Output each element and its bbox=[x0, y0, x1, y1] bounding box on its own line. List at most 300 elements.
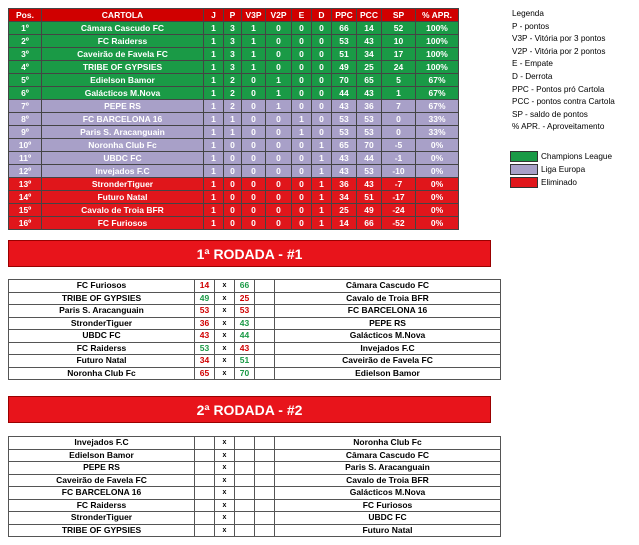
stat-ppc: 43 bbox=[332, 165, 357, 178]
stat-v2p: 0 bbox=[266, 152, 292, 165]
stat-e: 0 bbox=[292, 35, 312, 48]
versus-separator: x bbox=[215, 280, 235, 293]
stat-j: 1 bbox=[204, 139, 224, 152]
versus-separator: x bbox=[215, 292, 235, 305]
team-name: Galácticos M.Nova bbox=[42, 87, 204, 100]
stat-ppc: 34 bbox=[332, 191, 357, 204]
stat-p: 3 bbox=[224, 48, 242, 61]
header-cell: J bbox=[204, 9, 224, 22]
stat-ppc: 49 bbox=[332, 61, 357, 74]
stat-j: 1 bbox=[204, 74, 224, 87]
stat-v2p: 0 bbox=[266, 126, 292, 139]
away-team: PEPE RS bbox=[275, 317, 501, 330]
stat-pcc: 36 bbox=[357, 100, 382, 113]
stat-e: 0 bbox=[292, 165, 312, 178]
stat-ppc: 65 bbox=[332, 139, 357, 152]
home-score bbox=[195, 437, 215, 450]
stat-v3p: 0 bbox=[242, 113, 266, 126]
spacer-cell bbox=[255, 437, 275, 450]
stat-v2p: 0 bbox=[266, 204, 292, 217]
home-score: 53 bbox=[195, 342, 215, 355]
stat-pcc: 53 bbox=[357, 126, 382, 139]
away-team: Câmara Cascudo FC bbox=[275, 280, 501, 293]
stat-e: 0 bbox=[292, 217, 312, 230]
home-team: Futuro Natal bbox=[9, 355, 195, 368]
stat-v3p: 0 bbox=[242, 165, 266, 178]
spacer-cell bbox=[255, 474, 275, 487]
home-team: Caveirão de Favela FC bbox=[9, 474, 195, 487]
standings-row bbox=[9, 35, 459, 48]
stat-d: 1 bbox=[312, 152, 332, 165]
home-team: TRIBE OF GYPSIES bbox=[9, 524, 195, 537]
zone-label: Champions League bbox=[541, 151, 613, 161]
stat-apr: 0% bbox=[416, 139, 459, 152]
away-team: Galácticos M.Nova bbox=[275, 330, 501, 343]
stat-sp: 10 bbox=[382, 35, 416, 48]
round-2-banner: 2ª RODADA - #2 bbox=[8, 396, 491, 423]
versus-separator: x bbox=[215, 437, 235, 450]
away-team: Edielson Bamor bbox=[275, 367, 501, 380]
away-score: 66 bbox=[235, 280, 255, 293]
stat-j: 1 bbox=[204, 178, 224, 191]
away-team: Cavalo de Troia BFR bbox=[275, 474, 501, 487]
header-cell: V3P bbox=[242, 9, 266, 22]
standings-table bbox=[8, 8, 459, 230]
spacer-cell bbox=[255, 462, 275, 475]
stat-ppc: 53 bbox=[332, 126, 357, 139]
stat-apr: 67% bbox=[416, 100, 459, 113]
stat-v2p: 0 bbox=[266, 48, 292, 61]
stat-sp: 17 bbox=[382, 48, 416, 61]
stat-apr: 0% bbox=[416, 217, 459, 230]
match-row bbox=[9, 462, 501, 475]
stat-pcc: 34 bbox=[357, 48, 382, 61]
stat-sp: -5 bbox=[382, 139, 416, 152]
spacer-cell bbox=[255, 317, 275, 330]
team-name: FC BARCELONA 16 bbox=[42, 113, 204, 126]
team-name: StronderTiguer bbox=[42, 178, 204, 191]
home-score bbox=[195, 449, 215, 462]
stat-apr: 100% bbox=[416, 35, 459, 48]
stat-v2p: 0 bbox=[266, 35, 292, 48]
stat-v3p: 0 bbox=[242, 217, 266, 230]
versus-separator: x bbox=[215, 355, 235, 368]
header-cell: V2P bbox=[266, 9, 292, 22]
header-cell: P bbox=[224, 9, 242, 22]
home-score bbox=[195, 474, 215, 487]
team-name: Paris S. Aracanguain bbox=[42, 126, 204, 139]
round-1-banner: 1ª RODADA - #1 bbox=[8, 240, 491, 267]
stat-sp: 24 bbox=[382, 61, 416, 74]
stat-pos: 9º bbox=[9, 126, 42, 139]
home-team: FC Raiderss bbox=[9, 499, 195, 512]
home-score: 36 bbox=[195, 317, 215, 330]
match-row bbox=[9, 512, 501, 525]
stat-pos: 8º bbox=[9, 113, 42, 126]
stat-v3p: 0 bbox=[242, 152, 266, 165]
stat-apr: 33% bbox=[416, 126, 459, 139]
home-team: FC Raiderss bbox=[9, 342, 195, 355]
stat-d: 0 bbox=[312, 74, 332, 87]
legend-item: V3P - Vitória por 3 pontos bbox=[512, 34, 606, 44]
versus-separator: x bbox=[215, 305, 235, 318]
stat-j: 1 bbox=[204, 87, 224, 100]
stat-d: 1 bbox=[312, 204, 332, 217]
spacer-cell bbox=[255, 330, 275, 343]
match-row bbox=[9, 437, 501, 450]
home-score: 14 bbox=[195, 280, 215, 293]
standings-row bbox=[9, 22, 459, 35]
standings-row bbox=[9, 48, 459, 61]
stat-ppc: 25 bbox=[332, 204, 357, 217]
stat-p: 0 bbox=[224, 191, 242, 204]
match-row bbox=[9, 367, 501, 380]
home-team: Paris S. Aracanguain bbox=[9, 305, 195, 318]
standings-row bbox=[9, 87, 459, 100]
match-row bbox=[9, 280, 501, 293]
standings-row bbox=[9, 126, 459, 139]
stat-e: 0 bbox=[292, 100, 312, 113]
team-name: Noronha Club Fc bbox=[42, 139, 204, 152]
home-team: UBDC FC bbox=[9, 330, 195, 343]
stat-d: 0 bbox=[312, 87, 332, 100]
standings-row bbox=[9, 61, 459, 74]
stat-pos: 7º bbox=[9, 100, 42, 113]
stat-v3p: 0 bbox=[242, 204, 266, 217]
stat-v2p: 0 bbox=[266, 113, 292, 126]
away-score bbox=[235, 512, 255, 525]
stat-j: 1 bbox=[204, 22, 224, 35]
versus-separator: x bbox=[215, 317, 235, 330]
away-score: 43 bbox=[235, 317, 255, 330]
home-team: Invejados F.C bbox=[9, 437, 195, 450]
away-team: Noronha Club Fc bbox=[275, 437, 501, 450]
spacer-cell bbox=[255, 499, 275, 512]
home-team: Noronha Club Fc bbox=[9, 367, 195, 380]
stat-pcc: 25 bbox=[357, 61, 382, 74]
stat-pos: 10º bbox=[9, 139, 42, 152]
versus-separator: x bbox=[215, 474, 235, 487]
away-team: Cavalo de Troia BFR bbox=[275, 292, 501, 305]
stat-j: 1 bbox=[204, 113, 224, 126]
away-score bbox=[235, 474, 255, 487]
stat-ppc: 43 bbox=[332, 152, 357, 165]
stat-pcc: 43 bbox=[357, 178, 382, 191]
home-score bbox=[195, 512, 215, 525]
match-row bbox=[9, 317, 501, 330]
standings-row bbox=[9, 139, 459, 152]
home-team: FC Furiosos bbox=[9, 280, 195, 293]
team-name: UBDC FC bbox=[42, 152, 204, 165]
away-team: Paris S. Aracanguain bbox=[275, 462, 501, 475]
stat-p: 0 bbox=[224, 217, 242, 230]
team-name: PEPE RS bbox=[42, 100, 204, 113]
stat-d: 0 bbox=[312, 61, 332, 74]
stat-ppc: 43 bbox=[332, 100, 357, 113]
zone-label: Eliminado bbox=[541, 177, 577, 187]
zone-swatch bbox=[510, 151, 538, 162]
legend-item: % APR. - Aproveitamento bbox=[512, 122, 605, 132]
away-score: 70 bbox=[235, 367, 255, 380]
header-cell: PPC bbox=[332, 9, 357, 22]
spacer-cell bbox=[255, 512, 275, 525]
stat-p: 0 bbox=[224, 165, 242, 178]
home-score: 43 bbox=[195, 330, 215, 343]
away-score: 44 bbox=[235, 330, 255, 343]
header-cell: D bbox=[312, 9, 332, 22]
zone-legend-row bbox=[510, 176, 577, 188]
away-score bbox=[235, 449, 255, 462]
stat-sp: 52 bbox=[382, 22, 416, 35]
spacer-cell bbox=[255, 449, 275, 462]
stat-sp: -17 bbox=[382, 191, 416, 204]
stat-sp: 0 bbox=[382, 113, 416, 126]
stat-j: 1 bbox=[204, 35, 224, 48]
stat-ppc: 44 bbox=[332, 87, 357, 100]
team-name: Caveirão de Favela FC bbox=[42, 48, 204, 61]
stat-sp: -7 bbox=[382, 178, 416, 191]
stat-pos: 4º bbox=[9, 61, 42, 74]
standings-row bbox=[9, 178, 459, 191]
stat-sp: -1 bbox=[382, 152, 416, 165]
match-row bbox=[9, 474, 501, 487]
stat-pcc: 14 bbox=[357, 22, 382, 35]
home-score: 49 bbox=[195, 292, 215, 305]
spacer-cell bbox=[255, 355, 275, 368]
home-team: StronderTiguer bbox=[9, 512, 195, 525]
stat-p: 0 bbox=[224, 152, 242, 165]
stat-pcc: 44 bbox=[357, 152, 382, 165]
stat-j: 1 bbox=[204, 100, 224, 113]
standings-row bbox=[9, 113, 459, 126]
legend-item: E - Empate bbox=[512, 59, 553, 69]
stat-sp: 7 bbox=[382, 100, 416, 113]
stat-v2p: 0 bbox=[266, 191, 292, 204]
stat-sp: -10 bbox=[382, 165, 416, 178]
versus-separator: x bbox=[215, 524, 235, 537]
legend-item: V2P - Vitória por 2 pontos bbox=[512, 46, 606, 56]
away-team: FC BARCELONA 16 bbox=[275, 305, 501, 318]
away-team: Invejados F.C bbox=[275, 342, 501, 355]
header-cell: PCC bbox=[357, 9, 382, 22]
stat-j: 1 bbox=[204, 61, 224, 74]
stat-p: 2 bbox=[224, 100, 242, 113]
stat-pos: 11º bbox=[9, 152, 42, 165]
stat-d: 1 bbox=[312, 165, 332, 178]
stat-pcc: 43 bbox=[357, 87, 382, 100]
header-cell: % APR. bbox=[416, 9, 459, 22]
zone-label: Liga Europa bbox=[541, 164, 586, 174]
header-cell: SP bbox=[382, 9, 416, 22]
spacer-cell bbox=[255, 292, 275, 305]
versus-separator: x bbox=[215, 462, 235, 475]
team-name: Invejados F.C bbox=[42, 165, 204, 178]
stat-ppc: 53 bbox=[332, 113, 357, 126]
stat-v2p: 0 bbox=[266, 178, 292, 191]
stat-p: 3 bbox=[224, 22, 242, 35]
home-team: FC BARCELONA 16 bbox=[9, 487, 195, 500]
standings-row bbox=[9, 152, 459, 165]
stat-sp: -24 bbox=[382, 204, 416, 217]
stat-v3p: 1 bbox=[242, 35, 266, 48]
legend-item: SP - saldo de pontos bbox=[512, 109, 588, 119]
stat-v2p: 1 bbox=[266, 74, 292, 87]
home-score bbox=[195, 462, 215, 475]
stat-v3p: 1 bbox=[242, 22, 266, 35]
team-name: TRIBE OF GYPSIES bbox=[42, 61, 204, 74]
stat-p: 3 bbox=[224, 61, 242, 74]
stat-pos: 3º bbox=[9, 48, 42, 61]
stat-j: 1 bbox=[204, 152, 224, 165]
stat-d: 0 bbox=[312, 113, 332, 126]
away-score bbox=[235, 437, 255, 450]
match-row bbox=[9, 292, 501, 305]
stat-v3p: 0 bbox=[242, 87, 266, 100]
stat-v3p: 0 bbox=[242, 126, 266, 139]
home-score: 34 bbox=[195, 355, 215, 368]
legend-item: PPC - Pontos pró Cartola bbox=[512, 84, 605, 94]
home-score bbox=[195, 524, 215, 537]
stat-d: 1 bbox=[312, 139, 332, 152]
match-row bbox=[9, 487, 501, 500]
stat-j: 1 bbox=[204, 204, 224, 217]
stat-v3p: 1 bbox=[242, 61, 266, 74]
standings-row bbox=[9, 100, 459, 113]
header-cell: CARTOLA bbox=[42, 9, 204, 22]
stat-d: 0 bbox=[312, 126, 332, 139]
stat-sp: 0 bbox=[382, 126, 416, 139]
stat-e: 0 bbox=[292, 22, 312, 35]
stat-p: 2 bbox=[224, 74, 242, 87]
stat-p: 2 bbox=[224, 87, 242, 100]
standings-header-row bbox=[9, 9, 459, 22]
stat-p: 0 bbox=[224, 178, 242, 191]
home-team: Edielson Bamor bbox=[9, 449, 195, 462]
stat-v2p: 0 bbox=[266, 165, 292, 178]
away-team: FC Furiosos bbox=[275, 499, 501, 512]
spacer-cell bbox=[255, 342, 275, 355]
versus-separator: x bbox=[215, 367, 235, 380]
stat-e: 0 bbox=[292, 74, 312, 87]
header-cell: Pos. bbox=[9, 9, 42, 22]
stat-apr: 0% bbox=[416, 152, 459, 165]
standings-row bbox=[9, 204, 459, 217]
stat-d: 0 bbox=[312, 22, 332, 35]
stat-apr: 33% bbox=[416, 113, 459, 126]
stat-p: 3 bbox=[224, 35, 242, 48]
zone-swatch bbox=[510, 164, 538, 175]
stat-v3p: 1 bbox=[242, 48, 266, 61]
team-name: Futuro Natal bbox=[42, 191, 204, 204]
match-row bbox=[9, 499, 501, 512]
stat-j: 1 bbox=[204, 126, 224, 139]
stat-apr: 0% bbox=[416, 165, 459, 178]
legend-item: D - Derrota bbox=[512, 71, 553, 81]
stat-ppc: 66 bbox=[332, 22, 357, 35]
stat-pos: 13º bbox=[9, 178, 42, 191]
stat-pos: 1º bbox=[9, 22, 42, 35]
match-row bbox=[9, 355, 501, 368]
stat-v2p: 0 bbox=[266, 217, 292, 230]
stat-e: 1 bbox=[292, 126, 312, 139]
spacer-cell bbox=[255, 280, 275, 293]
stat-ppc: 36 bbox=[332, 178, 357, 191]
match-row bbox=[9, 524, 501, 537]
home-score bbox=[195, 499, 215, 512]
team-name: Câmara Cascudo FC bbox=[42, 22, 204, 35]
stat-e: 0 bbox=[292, 152, 312, 165]
stat-pcc: 49 bbox=[357, 204, 382, 217]
away-team: Câmara Cascudo FC bbox=[275, 449, 501, 462]
stat-pos: 15º bbox=[9, 204, 42, 217]
stat-p: 1 bbox=[224, 113, 242, 126]
away-team: Galácticos M.Nova bbox=[275, 487, 501, 500]
stat-v2p: 0 bbox=[266, 139, 292, 152]
stat-v2p: 0 bbox=[266, 22, 292, 35]
stat-p: 0 bbox=[224, 139, 242, 152]
zone-legend-row bbox=[510, 163, 585, 175]
stat-sp: 1 bbox=[382, 87, 416, 100]
home-team: StronderTiguer bbox=[9, 317, 195, 330]
away-score bbox=[235, 524, 255, 537]
match-row bbox=[9, 449, 501, 462]
stat-j: 1 bbox=[204, 191, 224, 204]
stat-p: 1 bbox=[224, 126, 242, 139]
zone-swatch bbox=[510, 177, 538, 188]
stat-pcc: 70 bbox=[357, 139, 382, 152]
zone-legend-row bbox=[510, 150, 612, 162]
stat-sp: 5 bbox=[382, 74, 416, 87]
stat-pos: 14º bbox=[9, 191, 42, 204]
stat-e: 0 bbox=[292, 61, 312, 74]
home-score bbox=[195, 487, 215, 500]
spacer-cell bbox=[255, 367, 275, 380]
spacer-cell bbox=[255, 487, 275, 500]
legend-item: P - pontos bbox=[512, 21, 550, 31]
away-score: 25 bbox=[235, 292, 255, 305]
stat-pcc: 66 bbox=[357, 217, 382, 230]
stat-pcc: 53 bbox=[357, 165, 382, 178]
stat-ppc: 51 bbox=[332, 48, 357, 61]
stat-v3p: 0 bbox=[242, 178, 266, 191]
stat-v2p: 1 bbox=[266, 87, 292, 100]
stat-apr: 0% bbox=[416, 204, 459, 217]
legend-list bbox=[512, 8, 615, 134]
header-cell: E bbox=[292, 9, 312, 22]
stat-e: 0 bbox=[292, 139, 312, 152]
stat-e: 0 bbox=[292, 178, 312, 191]
stat-d: 0 bbox=[312, 100, 332, 113]
match-row bbox=[9, 305, 501, 318]
away-score: 51 bbox=[235, 355, 255, 368]
stat-pcc: 53 bbox=[357, 113, 382, 126]
away-score bbox=[235, 462, 255, 475]
stat-d: 1 bbox=[312, 178, 332, 191]
match-row bbox=[9, 330, 501, 343]
stat-apr: 0% bbox=[416, 178, 459, 191]
stat-apr: 0% bbox=[416, 191, 459, 204]
versus-separator: x bbox=[215, 330, 235, 343]
stat-apr: 67% bbox=[416, 74, 459, 87]
versus-separator: x bbox=[215, 342, 235, 355]
stat-v3p: 0 bbox=[242, 139, 266, 152]
stat-e: 0 bbox=[292, 191, 312, 204]
stat-p: 0 bbox=[224, 204, 242, 217]
stat-j: 1 bbox=[204, 217, 224, 230]
versus-separator: x bbox=[215, 499, 235, 512]
stat-e: 0 bbox=[292, 87, 312, 100]
team-name: Cavalo de Troia BFR bbox=[42, 204, 204, 217]
